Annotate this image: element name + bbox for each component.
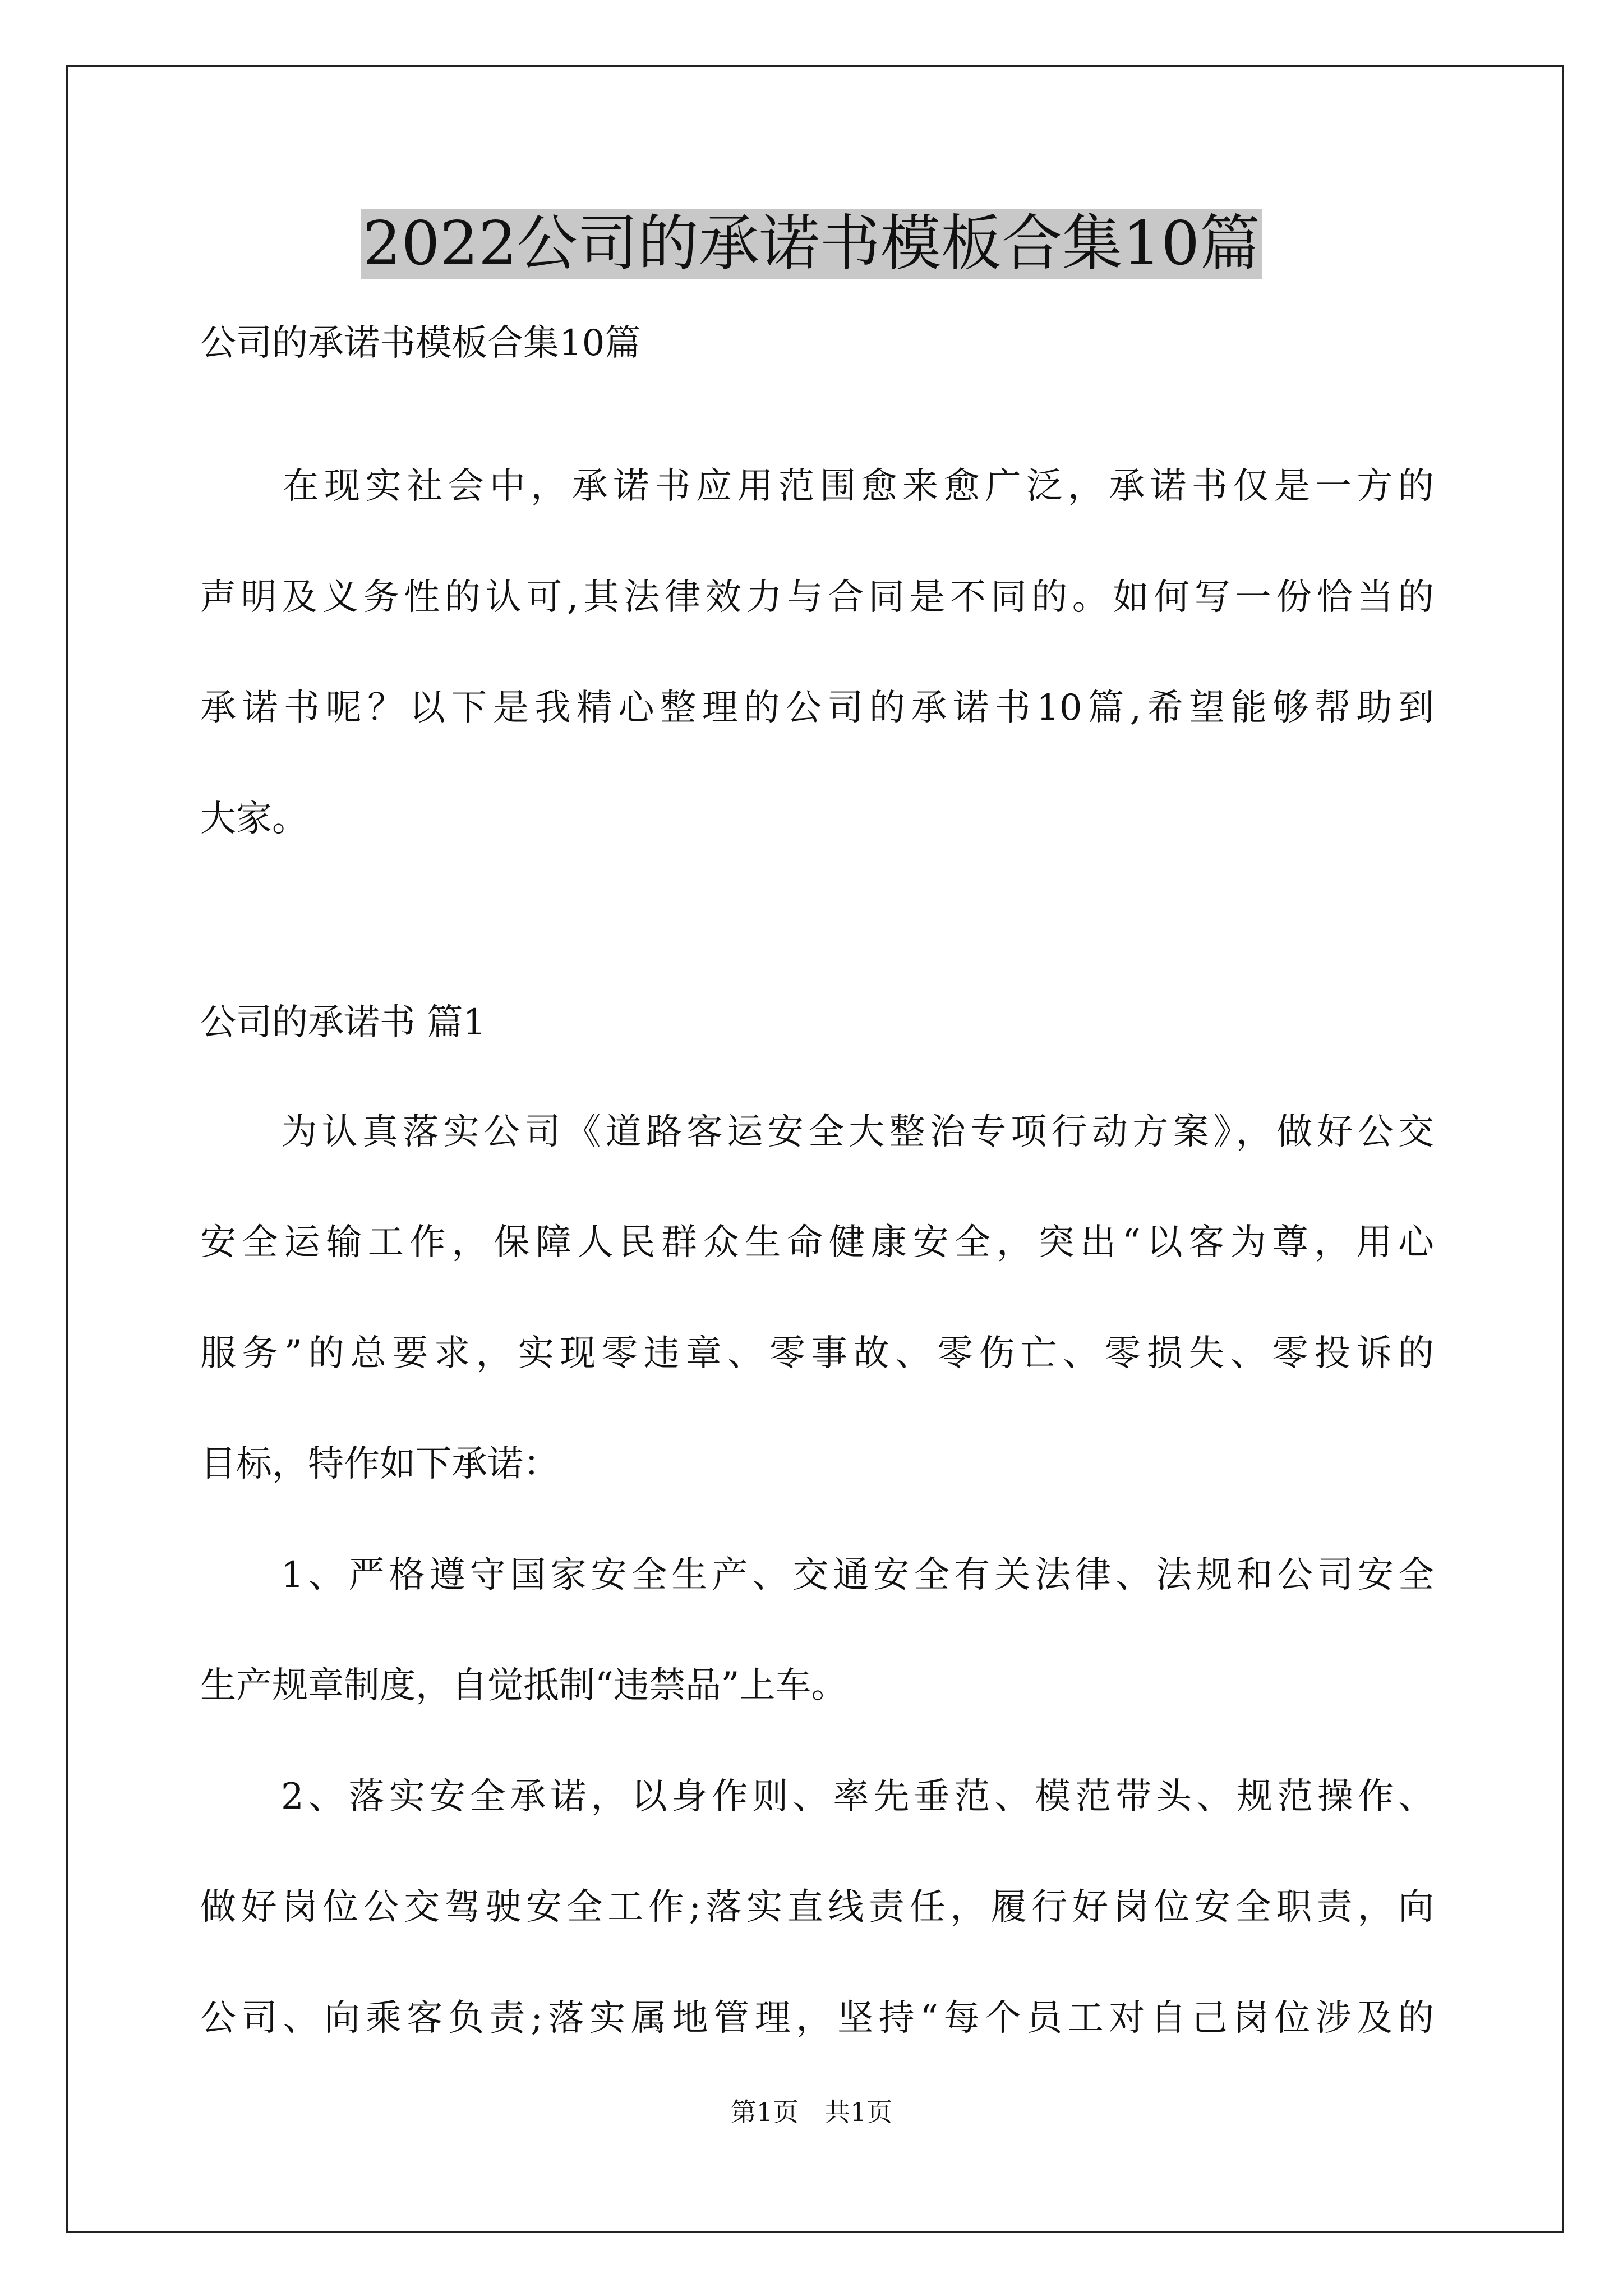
intro-line-1: 在现实社会中，承诺书应用范围愈来愈广泛，承诺书仅是一方的 <box>200 466 1434 507</box>
page-footer: 第1页 共1页 <box>730 2097 893 2127</box>
section-line-2: 安全运输工作，保障人民群众生命健康安全，突出“以客为尊，用心 <box>200 1222 1434 1263</box>
intro-line-3: 承诺书呢？以下是我精心整理的公司的承诺书10篇,希望能够帮助到 <box>200 687 1434 729</box>
intro-line-4: 大家。 <box>200 798 308 840</box>
section-line-6: 生产规章制度，自觉抵制“违禁品”上车。 <box>200 1665 847 1706</box>
section-line-9: 公司、向乘客负责;落实属地管理，坚持“每个员工对自己岗位涉及的 <box>200 1998 1434 2039</box>
section-heading: 公司的承诺书 篇1 <box>200 1002 486 1043</box>
section-line-4: 目标，特作如下承诺： <box>200 1443 559 1485</box>
section-line-7: 2、落实安全承诺，以身作则、率先垂范、模范带头、规范操作、 <box>200 1776 1434 1818</box>
section-line-5: 1、严格遵守国家安全生产、交通安全有关法律、法规和公司安全 <box>200 1554 1434 1596</box>
document-title <box>0 202 1623 286</box>
section-line-1: 为认真落实公司《道路客运安全大整治专项行动方案》，做好公交 <box>200 1111 1434 1153</box>
section-line-8: 做好岗位公交驾驶安全工作;落实直线责任，履行好岗位安全职责，向 <box>200 1887 1434 1928</box>
document-title-text: 2022公司的承诺书模板合集10篇 <box>361 209 1262 279</box>
section-line-3: 服务”的总要求，实现零违章、零事故、零伤亡、零损失、零投诉的 <box>200 1333 1434 1374</box>
intro-line-2: 声明及义务性的认可,其法律效力与合同是不同的。如何写一份恰当的 <box>200 577 1434 618</box>
document-subtitle: 公司的承诺书模板合集10篇 <box>200 323 641 364</box>
